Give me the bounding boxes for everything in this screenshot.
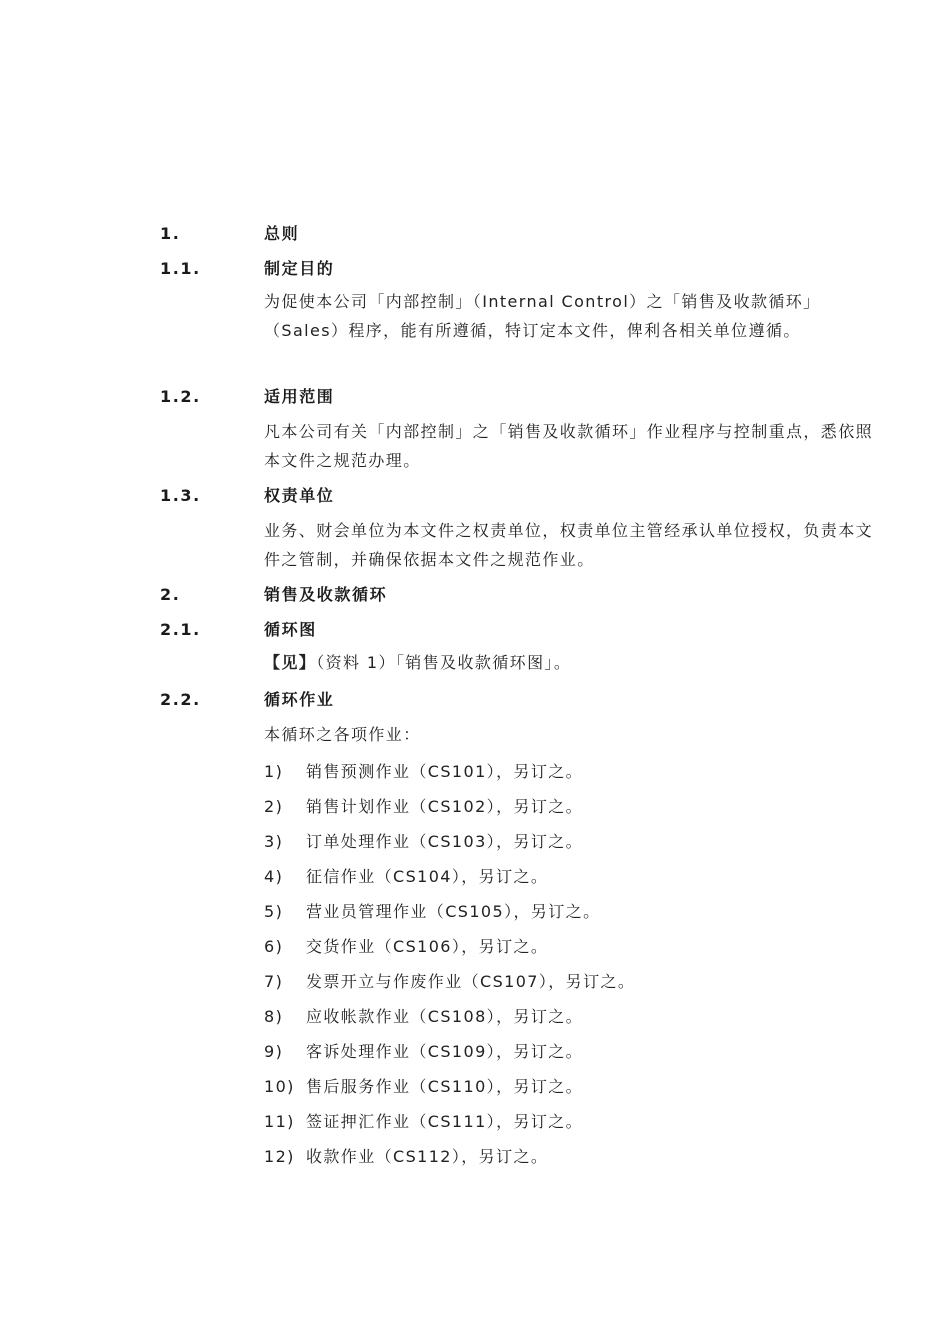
list-item-number: 10) [264,1077,295,1096]
list-item-text: 交货作业（CS106），另订之。 [306,937,549,956]
section-number: 2. [160,585,181,604]
list-item-number: 1) [264,762,284,781]
section-heading [160,256,334,279]
list-item [264,759,583,782]
list-item-text: 订单处理作业（CS103），另订之。 [306,832,584,851]
cycle-chart-reference [264,648,874,677]
list-item-text: 应收帐款作业（CS108），另订之。 [306,1007,584,1026]
list-item-text: 签证押汇作业（CS111），另订之。 [306,1112,584,1131]
list-item [264,794,583,817]
section-title: 总则 [264,224,300,243]
list-item-number: 7) [264,972,284,991]
list-item-text: 客诉处理作业（CS109），另订之。 [306,1042,584,1061]
section-title: 制定目的 [264,259,335,278]
list-item-number: 2) [264,797,284,816]
section-heading [160,617,317,640]
reference-text: （资料 1）「销售及收款循环图」。 [316,653,572,672]
section-number: 2.1. [160,620,201,639]
list-item [264,864,548,887]
section-number: 1.3. [160,486,201,505]
list-item-number: 4) [264,867,284,886]
section-number: 1. [160,224,181,243]
section-heading [160,687,334,710]
list-item [264,969,635,992]
list-item-text: 收款作业（CS112），另订之。 [306,1147,549,1166]
reference-marker: 【见】 [264,653,317,672]
list-item [264,1109,583,1132]
list-item-number: 12) [264,1147,295,1166]
list-item-number: 8) [264,1007,284,1026]
purpose-paragraph: 为促使本公司「内部控制」（Internal Control）之「销售及收款循环」（Sales）程序，能有所遵循，特订定本文件，俾利各相关单位遵循。 [264,292,821,340]
list-item [264,899,600,922]
list-item [264,1039,583,1062]
list-item-text: 销售预测作业（CS101），另订之。 [306,762,584,781]
list-item-text: 售后服务作业（CS110），另订之。 [306,1077,584,1096]
section-title: 销售及收款循环 [264,585,388,604]
list-item-number: 3) [264,832,284,851]
list-item-number: 9) [264,1042,284,1061]
section-number: 1.2. [160,387,201,406]
section-title: 循环图 [264,620,317,639]
section-title: 权责单位 [264,486,335,505]
section-heading [160,582,387,605]
list-item [264,829,583,852]
section-number: 1.1. [160,259,201,278]
responsibility-paragraph: 业务、财会单位为本文件之权责单位，权责单位主管经承认单位授权，负责本文件之管制，并确保依据本文件之规范作业。 [264,521,874,569]
section-heading [160,483,334,506]
list-item-number: 5) [264,902,284,921]
section-title: 适用范围 [264,387,335,406]
section-heading [160,221,299,244]
list-item [264,1004,583,1027]
scope-paragraph: 凡本公司有关「内部控制」之「销售及收款循环」作业程序与控制重点，悉依照本文件之规范办理。 [264,422,874,470]
list-item-text: 征信作业（CS104），另订之。 [306,867,549,886]
list-item-number: 11) [264,1112,295,1131]
list-item-text: 销售计划作业（CS102），另订之。 [306,797,584,816]
section-heading [160,384,334,407]
list-item [264,1144,548,1167]
section-number: 2.2. [160,690,201,709]
list-item-text: 营业员管理作业（CS105），另订之。 [306,902,601,921]
list-item [264,1074,583,1097]
cycle-intro: 本循环之各项作业： [264,725,421,744]
list-item-number: 6) [264,937,284,956]
list-item-text: 发票开立与作废作业（CS107），另订之。 [306,972,636,991]
list-item [264,934,548,957]
section-title: 循环作业 [264,690,335,709]
